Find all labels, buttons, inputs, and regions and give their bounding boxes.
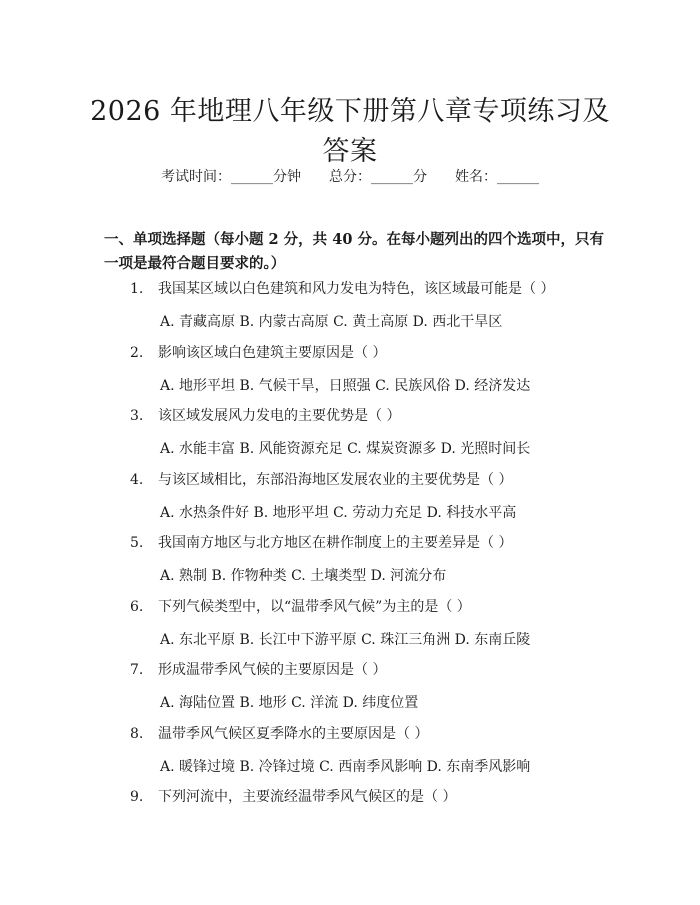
question-number: 9. xyxy=(130,789,144,805)
question-number: 1. xyxy=(130,281,144,297)
question-options: A. 海陆位置 B. 地形 C. 洋流 D. 纬度位置 xyxy=(160,695,419,711)
total-score-field: 总分：______分 xyxy=(329,169,427,185)
question-stem xyxy=(130,278,554,300)
document-title: 2026 年地理八年级下册第八章专项练习及答案 xyxy=(90,96,610,168)
question-text: 我国某区域以白色建筑和风力发电为特色，该区域最可能是（ ） xyxy=(158,281,555,297)
question-text: 温带季风气候区夏季降水的主要原因是（ ） xyxy=(158,725,429,742)
question-number: 6. xyxy=(130,598,144,615)
question-stem xyxy=(130,596,471,618)
question-stem xyxy=(130,659,386,681)
exam-info-line xyxy=(0,166,700,188)
question-options: A. 地形平坦 B. 气候干旱，日照强 C. 民族风俗 D. 经济发达 xyxy=(160,377,531,394)
question-text: 该区域发展风力发电的主要优势是（ ） xyxy=(158,408,401,424)
question-text: 我国南方地区与北方地区在耕作制度上的主要差异是（ ） xyxy=(158,535,513,551)
question-options: A. 水热条件好 B. 地形平坦 C. 劳动力充足 D. 科技水平高 xyxy=(160,504,517,521)
name-field: 姓名：______ xyxy=(455,169,539,185)
question-item xyxy=(0,342,700,406)
question-options: A. 水能丰富 B. 风能资源充足 C. 煤炭资源多 D. 光照时间长 xyxy=(160,441,531,457)
question-text: 下列河流中，主要流经温带季风气候区的是（ ） xyxy=(158,789,457,805)
question-item xyxy=(0,469,700,533)
section-heading: 一、单项选择题（每小题 2 分，共 40 分。在每小题列出的四个选项中，只有一项是最符合题目要求的。） xyxy=(104,231,604,272)
question-text: 形成温带季风气候的主要原因是（ ） xyxy=(158,662,387,678)
question-options: A. 熟制 B. 作物种类 C. 土壤类型 D. 河流分布 xyxy=(160,568,447,584)
question-options: A. 青藏高原 B. 内蒙古高原 C. 黄土高原 D. 西北干旱区 xyxy=(160,314,503,330)
question-number: 5. xyxy=(130,535,144,551)
question-list xyxy=(0,278,700,850)
question-stem xyxy=(130,405,400,427)
question-item xyxy=(0,786,700,850)
question-item xyxy=(0,596,700,660)
question-stem xyxy=(130,786,456,808)
question-number: 2. xyxy=(130,344,144,361)
question-stem xyxy=(130,342,386,364)
question-number: 7. xyxy=(130,662,144,678)
question-text: 与该区域相比，东部沿海地区发展农业的主要优势是（ ） xyxy=(158,471,513,488)
question-stem xyxy=(130,469,512,491)
exam-time-field: 考试时间：______分钟 xyxy=(161,169,301,185)
question-options: A. 暖锋过境 B. 冷锋过境 C. 西南季风影响 D. 东南季风影响 xyxy=(160,758,531,775)
question-number: 4. xyxy=(130,471,144,488)
question-number: 8. xyxy=(130,725,144,742)
question-text: 下列气候类型中，以“温带季风气候”为主的是（ ） xyxy=(158,598,471,615)
question-item xyxy=(0,532,700,596)
question-stem xyxy=(130,532,512,554)
question-item xyxy=(0,723,700,787)
question-options: A. 东北平原 B. 长江中下游平原 C. 珠江三角洲 D. 东南丘陵 xyxy=(160,631,531,648)
question-item xyxy=(0,405,700,469)
question-number: 3. xyxy=(130,408,144,424)
question-text: 影响该区域白色建筑主要原因是（ ） xyxy=(158,344,387,361)
question-stem xyxy=(130,723,428,745)
question-item xyxy=(0,659,700,723)
question-item xyxy=(0,278,700,342)
